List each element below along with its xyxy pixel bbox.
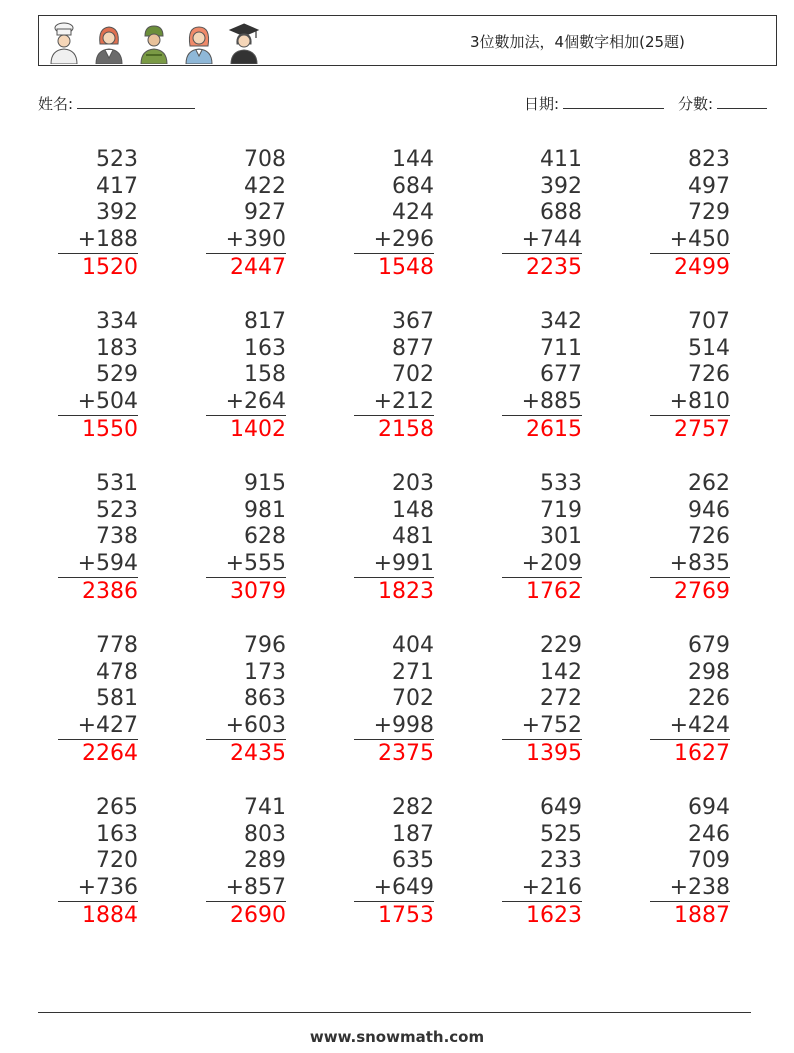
addend-with-plus: +296 — [354, 227, 434, 254]
addend: 581 — [96, 686, 138, 712]
addend-with-plus: +209 — [502, 551, 582, 578]
addend-with-plus: +603 — [206, 713, 286, 740]
addition-problem — [206, 471, 286, 605]
addend-with-plus: +212 — [354, 389, 434, 416]
addition-problem — [502, 309, 582, 443]
addition-problem — [58, 633, 138, 767]
addend: 424 — [392, 200, 434, 226]
addend: 481 — [392, 524, 434, 550]
addend: 946 — [688, 497, 730, 523]
addition-problem — [206, 633, 286, 767]
name-label: 姓名: — [38, 95, 74, 113]
answer: 1762 — [526, 579, 582, 605]
addition-problem — [206, 795, 286, 929]
answer: 1823 — [378, 579, 434, 605]
addition-problem — [58, 147, 138, 281]
name-field — [38, 93, 195, 114]
addend: 158 — [244, 362, 286, 388]
addend-with-plus: +427 — [58, 713, 138, 740]
addend: 688 — [540, 200, 582, 226]
score-label: 分數: — [678, 95, 714, 113]
addend: 679 — [688, 633, 730, 658]
footer-site: www.snowmath.com — [309, 1028, 485, 1046]
addition-problem — [502, 471, 582, 605]
addend: 726 — [688, 362, 730, 388]
addend: 392 — [540, 173, 582, 199]
worksheet-title: 3位數加法，4個數字相加(25題) — [470, 33, 685, 51]
answer: 1395 — [526, 741, 582, 767]
addition-problem — [354, 309, 434, 443]
answer: 2757 — [674, 417, 730, 443]
addend-with-plus: +991 — [354, 551, 434, 578]
addend: 684 — [392, 173, 434, 199]
addend: 531 — [96, 471, 138, 496]
answer: 1753 — [378, 903, 434, 929]
woman-icon — [92, 22, 126, 64]
addend: 367 — [392, 309, 434, 334]
addition-problem — [58, 309, 138, 443]
addend: 863 — [244, 686, 286, 712]
addition-problem — [206, 147, 286, 281]
answer: 2158 — [378, 417, 434, 443]
addend-with-plus: +885 — [502, 389, 582, 416]
addend: 262 — [688, 471, 730, 496]
addition-problem — [502, 633, 582, 767]
addend: 334 — [96, 309, 138, 334]
addend-with-plus: +744 — [502, 227, 582, 254]
answer: 2235 — [526, 255, 582, 281]
addition-problem — [354, 147, 434, 281]
addend: 981 — [244, 497, 286, 523]
addend: 533 — [540, 471, 582, 496]
addend-with-plus: +424 — [650, 713, 730, 740]
addend: 628 — [244, 524, 286, 550]
answer: 1627 — [674, 741, 730, 767]
addend: 823 — [688, 147, 730, 172]
addend: 142 — [540, 659, 582, 685]
addend-with-plus: +238 — [650, 875, 730, 902]
addend: 417 — [96, 173, 138, 199]
addend: 677 — [540, 362, 582, 388]
addend: 203 — [392, 471, 434, 496]
answer: 1550 — [82, 417, 138, 443]
addend: 282 — [392, 795, 434, 820]
answer: 2375 — [378, 741, 434, 767]
answer: 1884 — [82, 903, 138, 929]
addend: 529 — [96, 362, 138, 388]
addend: 720 — [96, 848, 138, 874]
answer: 1402 — [230, 417, 286, 443]
answer: 2615 — [526, 417, 582, 443]
addend-with-plus: +998 — [354, 713, 434, 740]
addition-problem — [354, 633, 434, 767]
addend: 514 — [688, 335, 730, 361]
addend: 144 — [392, 147, 434, 172]
addend: 497 — [688, 173, 730, 199]
addend: 301 — [540, 524, 582, 550]
addition-problem — [650, 309, 730, 443]
addend-with-plus: +264 — [206, 389, 286, 416]
addend: 778 — [96, 633, 138, 658]
addend: 702 — [392, 686, 434, 712]
footer-rule — [38, 1012, 751, 1013]
addition-problem — [502, 147, 582, 281]
addend: 271 — [392, 659, 434, 685]
score-line — [717, 93, 767, 109]
addend: 404 — [392, 633, 434, 658]
addition-problem — [650, 147, 730, 281]
addend: 523 — [96, 147, 138, 172]
addend: 635 — [392, 848, 434, 874]
name-line — [77, 93, 195, 109]
addend-with-plus: +188 — [58, 227, 138, 254]
addend: 702 — [392, 362, 434, 388]
answer: 2690 — [230, 903, 286, 929]
date-line — [563, 93, 664, 109]
date-label: 日期: — [524, 95, 560, 113]
addend: 411 — [540, 147, 582, 172]
header-box — [38, 15, 777, 66]
addend: 226 — [688, 686, 730, 712]
addend-with-plus: +649 — [354, 875, 434, 902]
addend: 729 — [688, 200, 730, 226]
answer: 3079 — [230, 579, 286, 605]
addition-problem — [502, 795, 582, 929]
addend: 233 — [540, 848, 582, 874]
addition-problem — [206, 309, 286, 443]
addend: 927 — [244, 200, 286, 226]
addend: 915 — [244, 471, 286, 496]
addition-problem — [58, 471, 138, 605]
addend: 229 — [540, 633, 582, 658]
answer: 2264 — [82, 741, 138, 767]
score-field — [678, 93, 767, 114]
addend-with-plus: +857 — [206, 875, 286, 902]
addend: 709 — [688, 848, 730, 874]
addend-with-plus: +450 — [650, 227, 730, 254]
addend: 246 — [688, 821, 730, 847]
addend: 726 — [688, 524, 730, 550]
addend: 707 — [688, 309, 730, 334]
answer: 1887 — [674, 903, 730, 929]
addition-problem — [354, 471, 434, 605]
addend-with-plus: +752 — [502, 713, 582, 740]
addend: 738 — [96, 524, 138, 550]
addend: 289 — [244, 848, 286, 874]
addend: 163 — [244, 335, 286, 361]
addend: 478 — [96, 659, 138, 685]
addend: 719 — [540, 497, 582, 523]
addend: 272 — [540, 686, 582, 712]
answer: 1520 — [82, 255, 138, 281]
addend: 148 — [392, 497, 434, 523]
addend: 708 — [244, 147, 286, 172]
addition-problem — [354, 795, 434, 929]
addend: 183 — [96, 335, 138, 361]
answer: 2769 — [674, 579, 730, 605]
answer: 2386 — [82, 579, 138, 605]
addend: 877 — [392, 335, 434, 361]
addend-with-plus: +555 — [206, 551, 286, 578]
businesswoman-icon — [182, 22, 216, 64]
answer: 2435 — [230, 741, 286, 767]
addend: 649 — [540, 795, 582, 820]
answer: 1623 — [526, 903, 582, 929]
addend: 711 — [540, 335, 582, 361]
date-field — [524, 93, 664, 114]
addend: 173 — [244, 659, 286, 685]
addend: 422 — [244, 173, 286, 199]
answer: 2499 — [674, 255, 730, 281]
addition-problem — [650, 471, 730, 605]
addend-with-plus: +390 — [206, 227, 286, 254]
addition-problem — [650, 795, 730, 929]
addend: 525 — [540, 821, 582, 847]
addend: 817 — [244, 309, 286, 334]
addend: 741 — [244, 795, 286, 820]
addend: 163 — [96, 821, 138, 847]
answer: 2447 — [230, 255, 286, 281]
answer: 1548 — [378, 255, 434, 281]
addend-with-plus: +835 — [650, 551, 730, 578]
addend: 298 — [688, 659, 730, 685]
addend: 392 — [96, 200, 138, 226]
addition-problem — [58, 795, 138, 929]
addend-with-plus: +736 — [58, 875, 138, 902]
soldier-icon — [137, 22, 171, 64]
addend: 523 — [96, 497, 138, 523]
chef-icon — [47, 22, 81, 64]
addend-with-plus: +504 — [58, 389, 138, 416]
graduate-icon — [227, 22, 261, 64]
addend: 342 — [540, 309, 582, 334]
addition-problem — [650, 633, 730, 767]
addend: 265 — [96, 795, 138, 820]
addend: 803 — [244, 821, 286, 847]
addend-with-plus: +810 — [650, 389, 730, 416]
addend: 694 — [688, 795, 730, 820]
addend: 187 — [392, 821, 434, 847]
addend: 796 — [244, 633, 286, 658]
addend-with-plus: +594 — [58, 551, 138, 578]
addend-with-plus: +216 — [502, 875, 582, 902]
